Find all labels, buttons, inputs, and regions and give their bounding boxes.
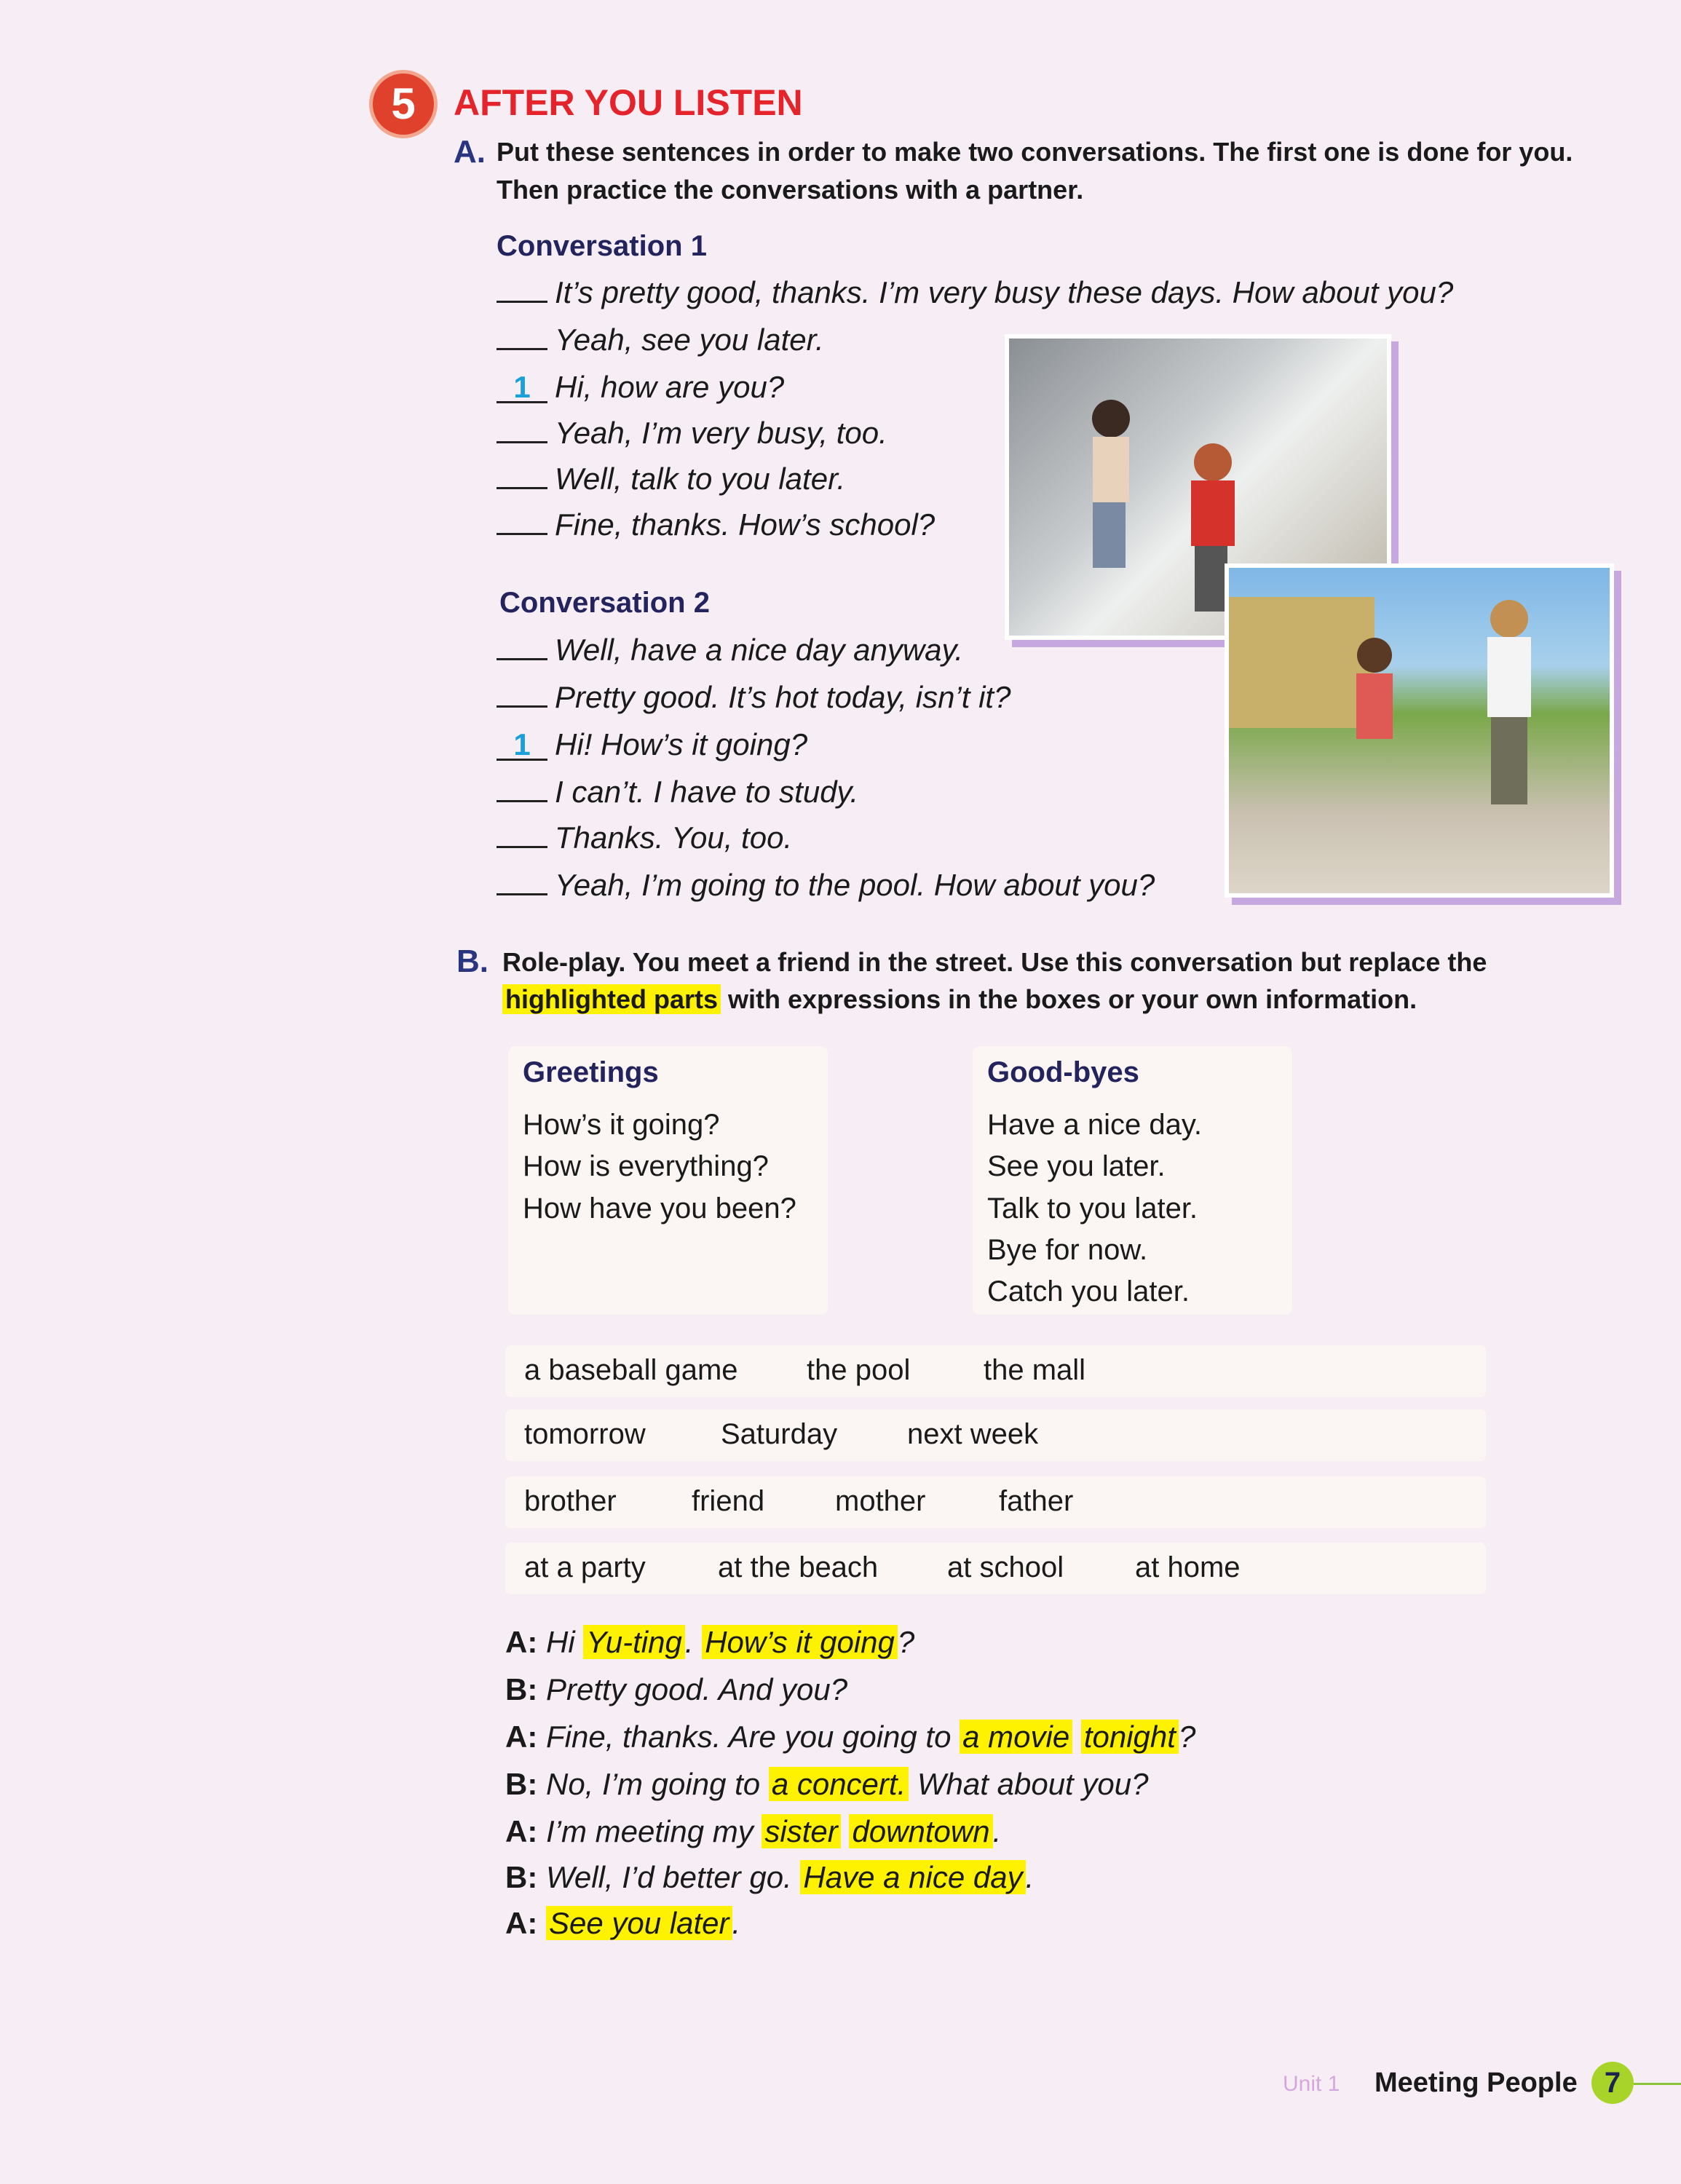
strip-word: Saturday bbox=[721, 1418, 838, 1450]
conversation-line bbox=[497, 820, 792, 855]
strip-word: father bbox=[999, 1485, 1074, 1517]
line-text: Thanks. You, too. bbox=[555, 820, 793, 855]
dialogue-text: No, I’m going to bbox=[537, 1767, 769, 1801]
goodbyes-box bbox=[973, 1046, 1292, 1315]
footer-rule bbox=[1634, 2083, 1681, 2085]
dialogue-text: . bbox=[732, 1906, 741, 1940]
speaker-label: B: bbox=[505, 1767, 538, 1801]
locations-strip bbox=[505, 1543, 1486, 1594]
places-strip bbox=[505, 1345, 1486, 1397]
order-blank[interactable] bbox=[497, 800, 547, 802]
strip-word: at home bbox=[1135, 1551, 1241, 1583]
conversation-1-title: Conversation 1 bbox=[497, 230, 707, 262]
footer-title: Meeting People bbox=[1375, 2068, 1578, 2098]
section-title: AFTER YOU LISTEN bbox=[454, 82, 803, 123]
dialogue-line bbox=[505, 1767, 1148, 1802]
highlighted-parts-label: highlighted parts bbox=[502, 984, 721, 1014]
highlighted-phrase: Have a nice day bbox=[800, 1860, 1025, 1894]
speaker-label: B: bbox=[505, 1860, 538, 1894]
line-text: It’s pretty good, thanks. I’m very busy these days. How about you? bbox=[555, 275, 1454, 309]
dialogue-line bbox=[505, 1625, 914, 1660]
highlighted-phrase: sister bbox=[762, 1814, 840, 1848]
part-b-letter: B. bbox=[456, 943, 489, 979]
dialogue-text: . bbox=[1025, 1860, 1035, 1894]
greetings-box bbox=[508, 1046, 828, 1315]
greeting-item: How is everything? bbox=[523, 1150, 769, 1182]
goodbye-item: Talk to you later. bbox=[987, 1192, 1198, 1224]
strip-word: at school bbox=[947, 1551, 1064, 1583]
times-strip bbox=[505, 1409, 1486, 1461]
goodbye-item: Bye for now. bbox=[987, 1234, 1148, 1266]
highlighted-phrase: a movie bbox=[960, 1720, 1072, 1754]
dialogue-line bbox=[505, 1672, 847, 1707]
goodbye-item: Have a nice day. bbox=[987, 1109, 1202, 1141]
part-b-instruction-2: with expressions in the boxes or your own information. bbox=[728, 984, 1417, 1014]
conversation-line bbox=[497, 775, 858, 810]
dialogue-text bbox=[1072, 1720, 1081, 1754]
dialogue-text bbox=[841, 1814, 850, 1848]
part-a-instruction-2: Then practice the conversations with a partner. bbox=[497, 175, 1084, 205]
part-a-instruction: Put these sentences in order to make two conversations. The first one is done for you. bbox=[497, 137, 1573, 167]
highlighted-phrase: How’s it going bbox=[702, 1625, 898, 1659]
highlighted-phrase: Yu-ting bbox=[583, 1625, 685, 1659]
conversation-line bbox=[497, 633, 963, 668]
footer-unit: Unit 1 bbox=[1283, 2072, 1340, 2096]
dialogue-text: . bbox=[684, 1625, 703, 1659]
dialogue-text bbox=[537, 1906, 546, 1940]
greetings-title: Greetings bbox=[523, 1056, 659, 1088]
conversation-line bbox=[497, 275, 1453, 310]
strip-word: brother bbox=[524, 1485, 617, 1517]
order-blank[interactable]: 1 bbox=[497, 731, 547, 761]
part-a-letter: A. bbox=[454, 134, 486, 170]
order-blank[interactable] bbox=[497, 487, 547, 489]
conversation-line bbox=[497, 727, 807, 762]
strip-word: tomorrow bbox=[524, 1418, 646, 1450]
strip-word: at a party bbox=[524, 1551, 646, 1583]
conversation-line bbox=[497, 370, 784, 405]
line-text: Yeah, I’m very busy, too. bbox=[555, 416, 887, 450]
strip-word: the mall bbox=[984, 1354, 1086, 1386]
dialogue-text: ? bbox=[897, 1625, 915, 1659]
strip-word: next week bbox=[907, 1418, 1039, 1450]
dialogue-text: Well, I’d better go. bbox=[537, 1860, 801, 1894]
order-blank[interactable] bbox=[497, 301, 547, 303]
conversation-line bbox=[497, 507, 935, 542]
dialogue-text: Hi bbox=[537, 1625, 584, 1659]
line-text: I can’t. I have to study. bbox=[555, 775, 859, 809]
goodbye-item: See you later. bbox=[987, 1150, 1166, 1182]
line-text: Hi! How’s it going? bbox=[555, 727, 808, 761]
part-b-instruction: Role-play. You meet a friend in the street. Use this conversation but replace the bbox=[502, 947, 1487, 977]
goodbyes-title: Good-byes bbox=[987, 1056, 1139, 1088]
order-blank[interactable] bbox=[497, 533, 547, 535]
line-text: Pretty good. It’s hot today, isn’t it? bbox=[555, 680, 1011, 714]
conversation-line bbox=[497, 416, 887, 451]
line-text: Hi, how are you? bbox=[555, 370, 785, 404]
section-number-badge: 5 bbox=[373, 74, 434, 135]
strip-word: a baseball game bbox=[524, 1354, 738, 1386]
speaker-label: A: bbox=[505, 1906, 538, 1940]
order-blank[interactable] bbox=[497, 705, 547, 708]
greeting-item: How’s it going? bbox=[523, 1109, 720, 1141]
strip-word: friend bbox=[692, 1485, 765, 1517]
people-strip bbox=[505, 1476, 1486, 1528]
strip-word: at the beach bbox=[718, 1551, 879, 1583]
order-blank[interactable] bbox=[497, 441, 547, 443]
dialogue-line bbox=[505, 1720, 1195, 1754]
speaker-label: B: bbox=[505, 1672, 538, 1706]
illustration-friends-outdoors bbox=[1225, 563, 1614, 898]
highlighted-phrase: See you later bbox=[546, 1906, 732, 1940]
speaker-label: A: bbox=[505, 1814, 538, 1848]
highlighted-phrase: tonight bbox=[1081, 1720, 1179, 1754]
line-text: Yeah, I’m going to the pool. How about you? bbox=[555, 868, 1155, 902]
order-blank[interactable] bbox=[497, 658, 547, 660]
dialogue-text: . bbox=[992, 1814, 1002, 1848]
dialogue-text: Pretty good. And you? bbox=[537, 1672, 848, 1706]
highlighted-phrase: a concert. bbox=[769, 1767, 909, 1801]
friends-figure-icon bbox=[1229, 568, 1610, 893]
greeting-item: How have you been? bbox=[523, 1192, 796, 1224]
dialogue-text: ? bbox=[1178, 1720, 1196, 1754]
dialogue-line bbox=[505, 1860, 1034, 1895]
dialogue-line bbox=[505, 1814, 1001, 1849]
order-blank[interactable] bbox=[497, 846, 547, 848]
order-blank[interactable] bbox=[497, 893, 547, 895]
order-blank[interactable] bbox=[497, 348, 547, 350]
speaker-label: A: bbox=[505, 1625, 538, 1659]
goodbye-item: Catch you later. bbox=[987, 1275, 1190, 1307]
strip-word: the pool bbox=[807, 1354, 911, 1386]
dialogue-text: What about you? bbox=[909, 1767, 1149, 1801]
strip-word: mother bbox=[835, 1485, 926, 1517]
line-text: Well, have a nice day anyway. bbox=[555, 633, 964, 667]
page-number: 7 bbox=[1591, 2062, 1634, 2104]
speaker-label: A: bbox=[505, 1720, 538, 1754]
conversation-line bbox=[497, 680, 1010, 715]
line-text: Well, talk to you later. bbox=[555, 462, 846, 496]
conversation-line bbox=[497, 868, 1155, 903]
line-text: Fine, thanks. How’s school? bbox=[555, 507, 936, 542]
highlighted-phrase: downtown bbox=[849, 1814, 992, 1848]
dialogue-line bbox=[505, 1906, 740, 1941]
conversation-line bbox=[497, 323, 824, 357]
line-text: Yeah, see you later. bbox=[555, 323, 824, 357]
order-blank[interactable]: 1 bbox=[497, 373, 547, 403]
conversation-2-title: Conversation 2 bbox=[499, 587, 710, 619]
dialogue-text: I’m meeting my bbox=[537, 1814, 762, 1848]
conversation-line bbox=[497, 462, 845, 496]
dialogue-text: Fine, thanks. Are you going to bbox=[537, 1720, 960, 1754]
